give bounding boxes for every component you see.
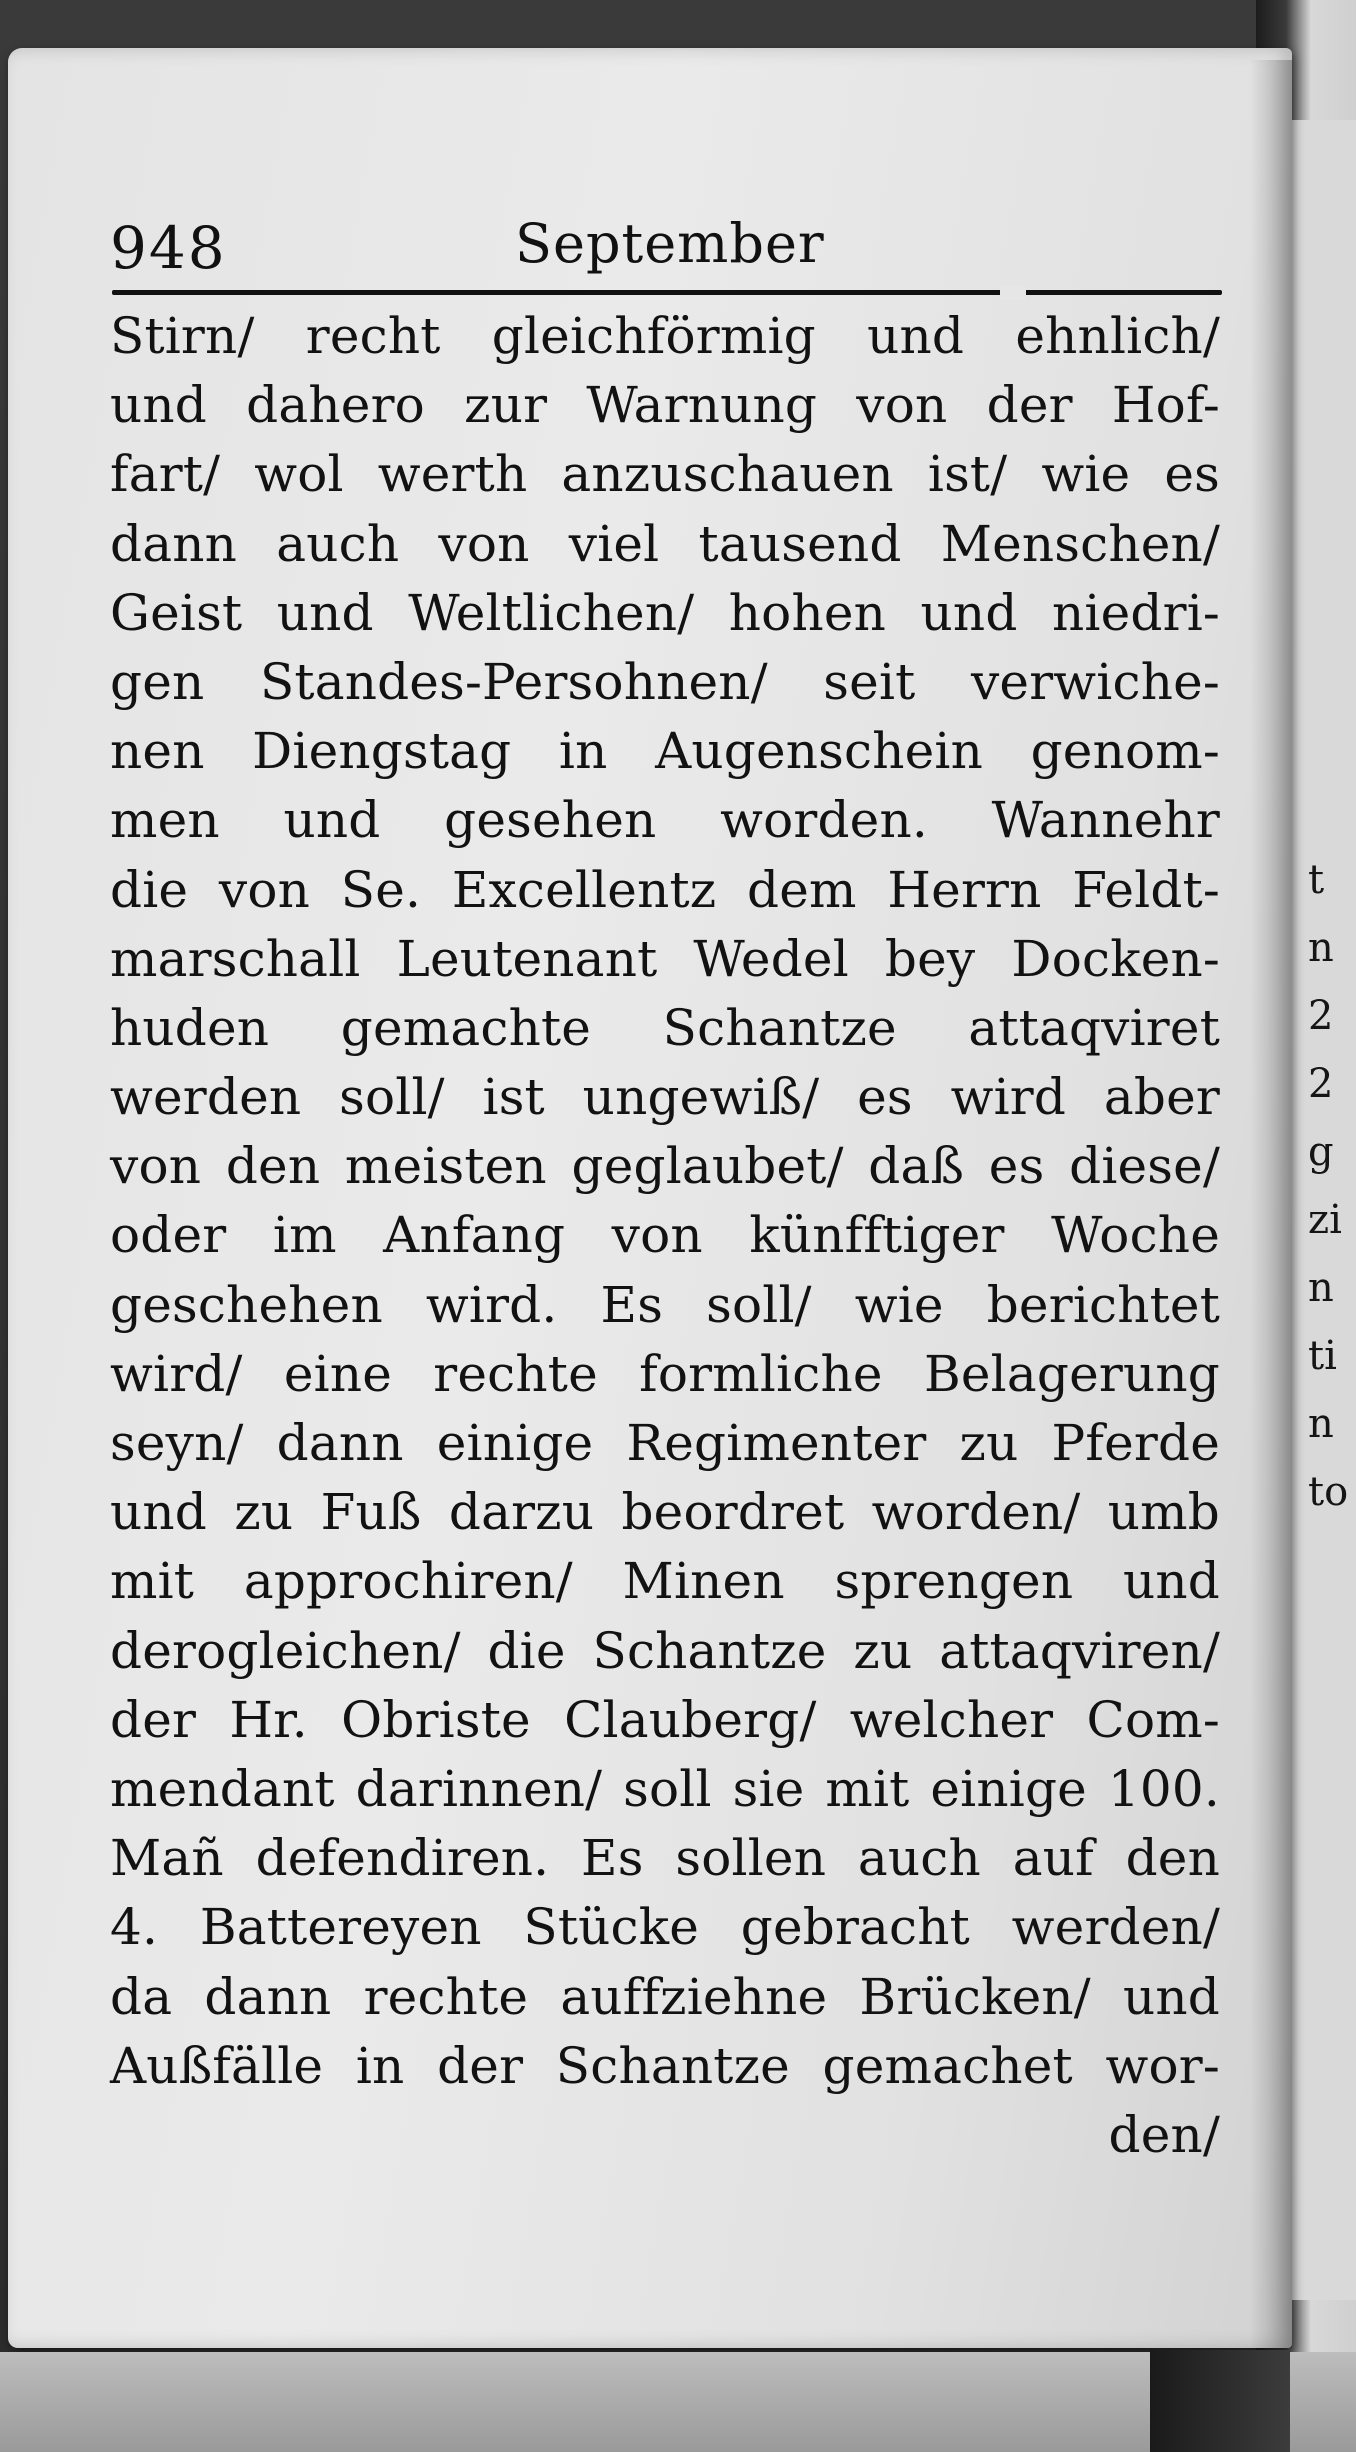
text-line: wird/ eine rechte formliche Belagerung	[110, 1344, 1220, 1403]
text-line: werden soll/ ist ungewiß/ es wird aber	[110, 1068, 1220, 1127]
running-head: September	[515, 212, 825, 275]
text-line: und zu Fuß darzu beordret worden/ umb	[110, 1483, 1220, 1542]
text-line: derogleichen/ die Schantze zu attaqviren/	[110, 1621, 1220, 1680]
adjacent-page-fragment: ti	[1308, 1333, 1337, 1379]
header-rule-break	[1000, 286, 1026, 300]
adjacent-page-fragment: n	[1308, 1265, 1334, 1311]
text-line: mendant darinnen/ soll sie mit einige 100.	[110, 1759, 1220, 1818]
text-line: da dann rechte auffziehne Brücken/ und	[110, 1967, 1220, 2026]
page-gutter-shadow	[1250, 60, 1292, 2348]
text-line: nen Diengstag in Augenschein genom-	[110, 722, 1220, 781]
adjacent-page-fragment: g	[1308, 1129, 1334, 1175]
text-line: den/	[1108, 2105, 1220, 2164]
text-line: von den meisten geglaubet/ daß es diese/	[110, 1137, 1220, 1196]
text-line: Geist und Weltlichen/ hohen und niedri-	[110, 583, 1220, 642]
text-line: marschall Leutenant Wedel bey Docken-	[110, 929, 1220, 988]
adjacent-page-fragment: to	[1308, 1469, 1349, 1515]
adjacent-page-fragment: n	[1308, 1401, 1334, 1447]
page-number: 948	[110, 214, 227, 282]
text-line: men und gesehen worden. Wannehr	[110, 791, 1220, 850]
text-line: oder im Anfang von künfftiger Woche	[110, 1206, 1220, 1265]
adjacent-page-fragment: n	[1308, 925, 1334, 971]
page-body-text	[110, 302, 1220, 2170]
text-line: huden gemachte Schantze attaqviret	[110, 998, 1220, 1057]
text-line: der Hr. Obriste Clauberg/ welcher Com-	[110, 1690, 1220, 1749]
adjacent-page-fragment: 2	[1308, 993, 1334, 1039]
text-line: Stirn/ recht gleichförmig und ehnlich/	[110, 307, 1220, 365]
adjacent-page-fragment: t	[1308, 857, 1325, 903]
adjacent-page-fragment: 2	[1308, 1061, 1334, 1107]
adjacent-page-edge	[1290, 120, 1356, 2300]
text-line: dann auch von viel tausend Menschen/	[110, 514, 1220, 573]
text-line: fart/ wol werth anzuschauen ist/ wie es	[110, 445, 1220, 504]
binding-tab	[1150, 2350, 1290, 2452]
text-line: die von Se. Excellentz dem Herrn Feldt-	[110, 860, 1220, 919]
text-line: geschehen wird. Es soll/ wie berichtet	[110, 1275, 1220, 1334]
adjacent-page-fragment: zi	[1308, 1197, 1342, 1243]
text-line: mit approchiren/ Minen sprengen und	[110, 1552, 1220, 1611]
text-line: seyn/ dann einige Regimenter zu Pferde	[110, 1414, 1220, 1472]
text-line: und dahero zur Warnung von der Hof-	[110, 376, 1220, 435]
header-rule	[112, 290, 1222, 295]
text-line: Mañ defendiren. Es sollen auch auf den	[110, 1829, 1220, 1888]
text-line: 4. Battereyen Stücke gebracht werden/	[110, 1898, 1220, 1957]
text-line: gen Standes-Persohnen/ seit verwiche-	[110, 652, 1220, 711]
text-line: Außfälle in der Schantze gemachet wor-	[110, 2036, 1220, 2095]
